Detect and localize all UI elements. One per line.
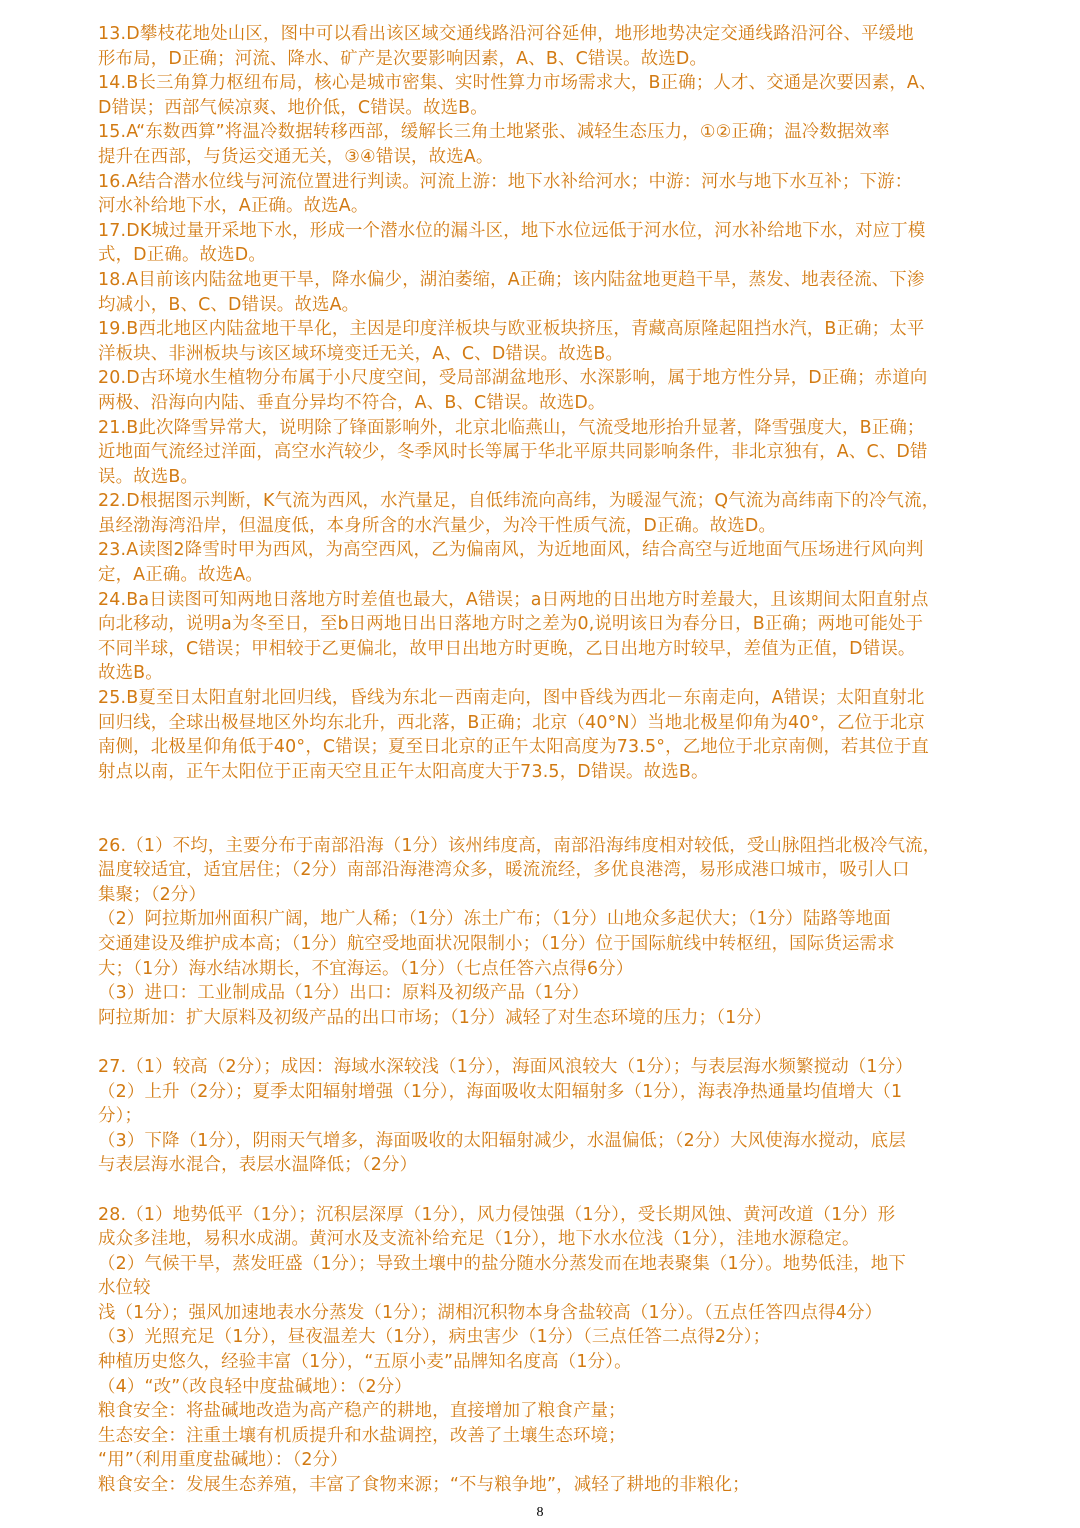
text-line: 14.B长三角算力枢纽布局，核心是城市密集、实时性算力市场需求大，B正确；人才、交通是次要因素，A、 [98, 73, 937, 94]
text-line: 18.A目前该内陆盆地更干旱，降水偏少，湖泊萎缩，A正确；该内陆盆地更趋干旱，蒸发、地表径流、下渗 [98, 269, 925, 290]
text-line: 故选B。 [98, 663, 163, 684]
text-line: 洋板块、非洲板块与该区域环境变迁无关，A、C、D错误。故选B。 [98, 343, 624, 364]
text-line: 河水补给地下水，A正确。故选A。 [98, 196, 369, 217]
text-line: 19.B西北地区内陆盆地干旱化，主因是印度洋板块与欧亚板块挤压，青藏高原隆起阻挡水汽，B正确；太平 [98, 319, 925, 340]
text-line: 17.DK城过量开采地下水，形成一个潜水位的漏斗区，地下水位远低于河水位，河水补给地下水，对应丁模 [98, 220, 926, 241]
text-line: 与表层海水混合，表层水温降低；（2分） [98, 1155, 418, 1176]
text-line: 23.A读图2降雪时甲为西风，为高空西风，乙为偏南风，为近地面风，结合高空与近地面气压场进行风向判 [98, 540, 924, 561]
page-number: 8 [536, 1505, 544, 1520]
text-line: 两极、沿海向内陆、垂直分异均不符合，A、B、C错误。故选D。 [98, 392, 606, 413]
blank-line [98, 1030, 988, 1055]
text-line: 南侧，北极星仰角低于40°，C错误；夏至日北京的正午太阳高度为73.5°，乙地位于北京南侧，若其位于直 [98, 737, 929, 758]
text-line: 交通建设及维护成本高；（1分）航空受地面状况限制小；（1分）位于国际航线中转枢纽，国际货运需求 [98, 933, 895, 954]
text-line: 向北移动，说明a为冬至日，至b日两地日出日落地方时之差为0,说明该日为春分日，B正确；两地可能处于 [98, 614, 924, 635]
text-line: 28.（1）地势低平（1分）；沉积层深厚（1分），风力侵蚀强（1分），受长期风蚀、黄河改道（1分）形 [98, 1204, 896, 1225]
text-line: 22.D根据图示判断，K气流为西风，水汽量足，自低纬流向高纬，为暖湿气流；Q气流为高纬南下的冷气流， [98, 491, 940, 512]
text-line: 大；（1分）海水结冰期长，不宜海运。（1分）（七点任答六点得6分） [98, 958, 634, 979]
text-line: 浅（1分）；强风加速地表水分蒸发（1分）；湖相沉积物本身含盐较高（1分）。（五点任答四点得4分） [98, 1302, 883, 1323]
text-line: 20.D古环境水生植物分布属于小尺度空间，受局部湖盆地形、水深影响，属于地方性分异，D正确；赤道向 [98, 368, 928, 389]
text-line: 提升在西部，与货运交通无关，③④错误，故选A。 [98, 146, 494, 167]
text-line: 误。故选B。 [98, 466, 199, 487]
text-line: （3）下降（1分），阴雨天气增多，海面吸收的太阳辐射减少，水温偏低；（2分）大风使海水搅动，底层 [98, 1130, 906, 1151]
text-line: 式，D正确。故选D。 [98, 245, 266, 266]
text-line: 回归线，全球出极昼地区外均东北升，西北落，B正确；北京（40°N）当地北极星仰角为40°，乙位于北京 [98, 712, 925, 733]
text-line: D错误；西部气候凉爽、地价低，C错误。故选B。 [98, 97, 488, 118]
text-line: 集聚；（2分） [98, 884, 207, 905]
answer-text [98, 22, 988, 1498]
text-line: 27.（1）较高（2分）；成因：海域水深较浅（1分），海面风浪较大（1分）；与表层海水频繁搅动（1分） [98, 1056, 913, 1077]
text-line: 形布局，D正确；河流、降水、矿产是次要影响因素，A、B、C错误。故选D。 [98, 48, 708, 69]
text-line: 生态安全：注重土壤有机质提升和水盐调控，改善了土壤生态环境； [98, 1425, 626, 1446]
text-line: 阿拉斯加：扩大原料及初级产品的出口市场；（1分）减轻了对生态环境的压力；（1分） [98, 1007, 772, 1028]
blank-line [98, 784, 988, 809]
text-line: 粮食安全：发展生态养殖，丰富了食物来源；“不与粮争地”，减轻了耕地的非粮化； [98, 1475, 750, 1496]
text-line: （2）气候干旱，蒸发旺盛（1分）；导致土壤中的盐分随水分蒸发而在地表聚集（1分）。地势低洼，地下 [98, 1253, 906, 1274]
text-line: 成众多洼地，易积水成湖。黄河水及支流补给充足（1分），地下水水位浅（1分），洼地水源稳定。 [98, 1229, 860, 1250]
text-line: 温度较适宜，适宜居住；（2分）南部沿海港湾众多，暖流流经，多优良港湾，易形成港口城市，吸引人口 [98, 860, 910, 881]
text-line: 21.B此次降雪异常大，说明除了锋面影响外，北京北临燕山，气流受地形抬升显著，降雪强度大，B正确； [98, 417, 925, 438]
text-line: 种植历史悠久，经验丰富（1分），“五原小麦”品牌知名度高（1分）。 [98, 1352, 632, 1373]
text-line: 16.A结合潜水位线与河流位置进行判读。河流上游：地下水补给河水；中游：河水与地下水互补；下游： [98, 171, 913, 192]
text-line: （3）光照充足（1分），昼夜温差大（1分），病虫害少（1分）（三点任答二点得2分）； [98, 1327, 771, 1348]
text-line: 不同半球，C错误；甲相较于乙更偏北，故甲日出地方时更晚，乙日出地方时较早，差值为正值，D错误。 [98, 638, 916, 659]
text-line: 均减小，B、C、D错误。故选A。 [98, 294, 360, 315]
blank-line [98, 809, 988, 834]
text-line: 13.D攀枝花地处山区，图中可以看出该区域交通线路沿河谷延伸，地形地势决定交通线路沿河谷、平缓地 [98, 24, 914, 44]
text-line: （2）阿拉斯加州面积广阔，地广人稀；（1分）冻土广布；（1分）山地众多起伏大；（1分）陆路等地面 [98, 909, 891, 930]
text-line: 粮食安全：将盐碱地改造为高产稳产的耕地，直接增加了粮食产量； [98, 1401, 626, 1422]
text-line: 射点以南，正午太阳位于正南天空且正午太阳高度大于73.5，D错误。故选B。 [98, 761, 709, 782]
text-line: 定，A正确。故选A。 [98, 565, 263, 586]
text-line: 水位较 [98, 1278, 151, 1299]
text-line: （2）上升（2分）；夏季太阳辐射增强（1分），海面吸收太阳辐射多（1分），海表净热通量均值增大（1 [98, 1081, 903, 1102]
blank-line [98, 1178, 988, 1203]
text-line: “用”（利用重度盐碱地）：（2分） [98, 1450, 348, 1471]
text-line: 近地面气流经过洋面，高空水汽较少，冬季风时长等属于华北平原共同影响条件，非北京独有，A、C、D错 [98, 442, 928, 463]
text-line: （4）“改”（改良轻中度盐碱地）：（2分） [98, 1376, 412, 1397]
text-line: 25.B夏至日太阳直射北回归线，昏线为东北－西南走向，图中昏线为西北－东南走向，A错误；太阳直射北 [98, 688, 925, 709]
text-line: 虽经渤海湾沿岸，但温度低，本身所含的水汽量少，为冷干性质气流，D正确。故选D。 [98, 515, 777, 536]
text-line: （3）进口：工业制成品（1分）出口：原料及初级产品（1分） [98, 983, 590, 1004]
text-line: 分）； [98, 1106, 143, 1127]
text-line: 15.A“东数西算”将温冷数据转移西部，缓解长三角土地紧张、减轻生态压力，①②正确；温冷数据效率 [98, 122, 890, 143]
text-line: 24.Ba日读图可知两地日落地方时差值也最大，A错误；a日两地的日出地方时差最大，且该期间太阳直射点 [98, 589, 929, 610]
text-line: 26.（1）不均，主要分布于南部沿海（1分）该州纬度高，南部沿海纬度相对较低，受山脉阻挡北极冷气流， [98, 835, 941, 856]
